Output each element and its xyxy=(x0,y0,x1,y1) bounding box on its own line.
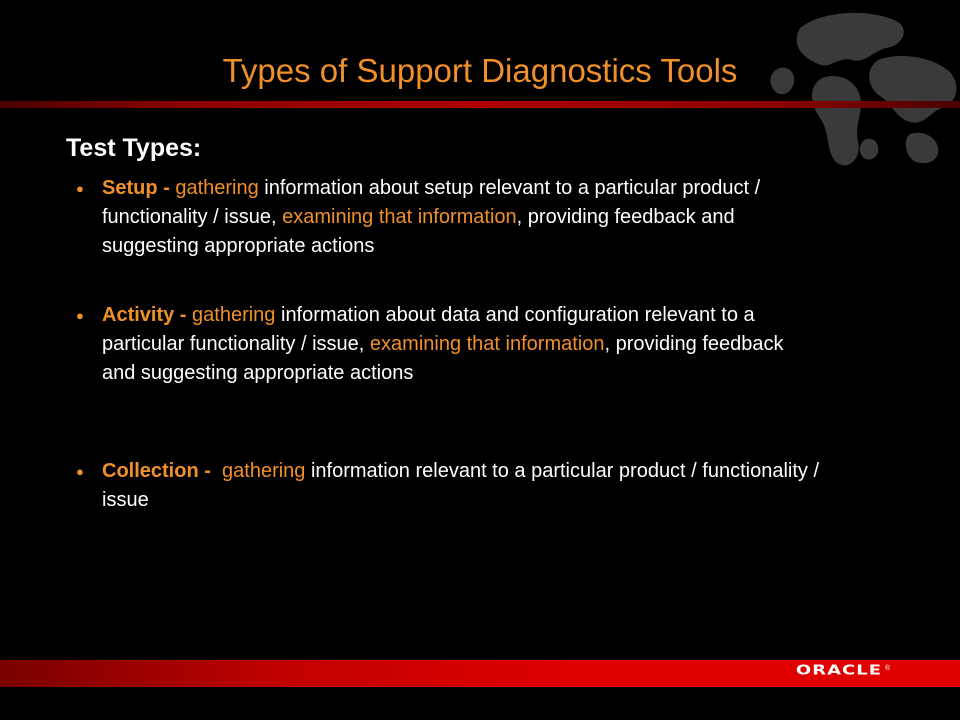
bullet-action-gathering: gathering xyxy=(175,177,259,199)
bullet-item-activity xyxy=(76,301,822,388)
bullet-action-gathering: gathering xyxy=(222,460,306,482)
bullet-text: information about data and configuration relevant to a particular functionality / issue, xyxy=(102,304,755,355)
bullet-term: Setup xyxy=(102,177,158,199)
slide-title: Types of Support Diagnostics Tools xyxy=(222,52,738,89)
section-heading: Test Types: xyxy=(66,134,202,162)
globe-icon xyxy=(760,0,960,185)
bullet-item-setup xyxy=(76,174,822,261)
bullet-separator: - xyxy=(174,304,193,326)
bullet-separator: - xyxy=(198,460,223,482)
oracle-logo: ORACLE xyxy=(795,663,882,679)
bullet-dot-icon: ● xyxy=(76,308,84,323)
bullet-action-examining: examining that information xyxy=(282,206,517,228)
bullet-action-gathering: gathering xyxy=(192,304,276,326)
bullet-dot-icon: ● xyxy=(76,464,84,479)
registered-mark: ® xyxy=(884,665,890,672)
bullet-text: information about setup relevant to a particular product / functionality / issue, xyxy=(102,177,761,228)
bullet-term: Activity xyxy=(102,304,175,326)
bullet-item-collection xyxy=(76,457,822,515)
bullet-separator: - xyxy=(157,177,176,199)
bullet-text: , providing feedback and suggesting appropriate actions xyxy=(102,333,784,384)
bullet-text: information relevant to a particular product / functionality / issue xyxy=(102,460,820,511)
bullet-action-examining: examining that information xyxy=(369,333,605,355)
bullet-term: Collection xyxy=(102,460,199,482)
bullet-text: , providing feedback and suggesting appropriate actions xyxy=(102,206,735,257)
title-divider xyxy=(0,101,960,108)
bullet-dot-icon: ● xyxy=(76,181,84,196)
